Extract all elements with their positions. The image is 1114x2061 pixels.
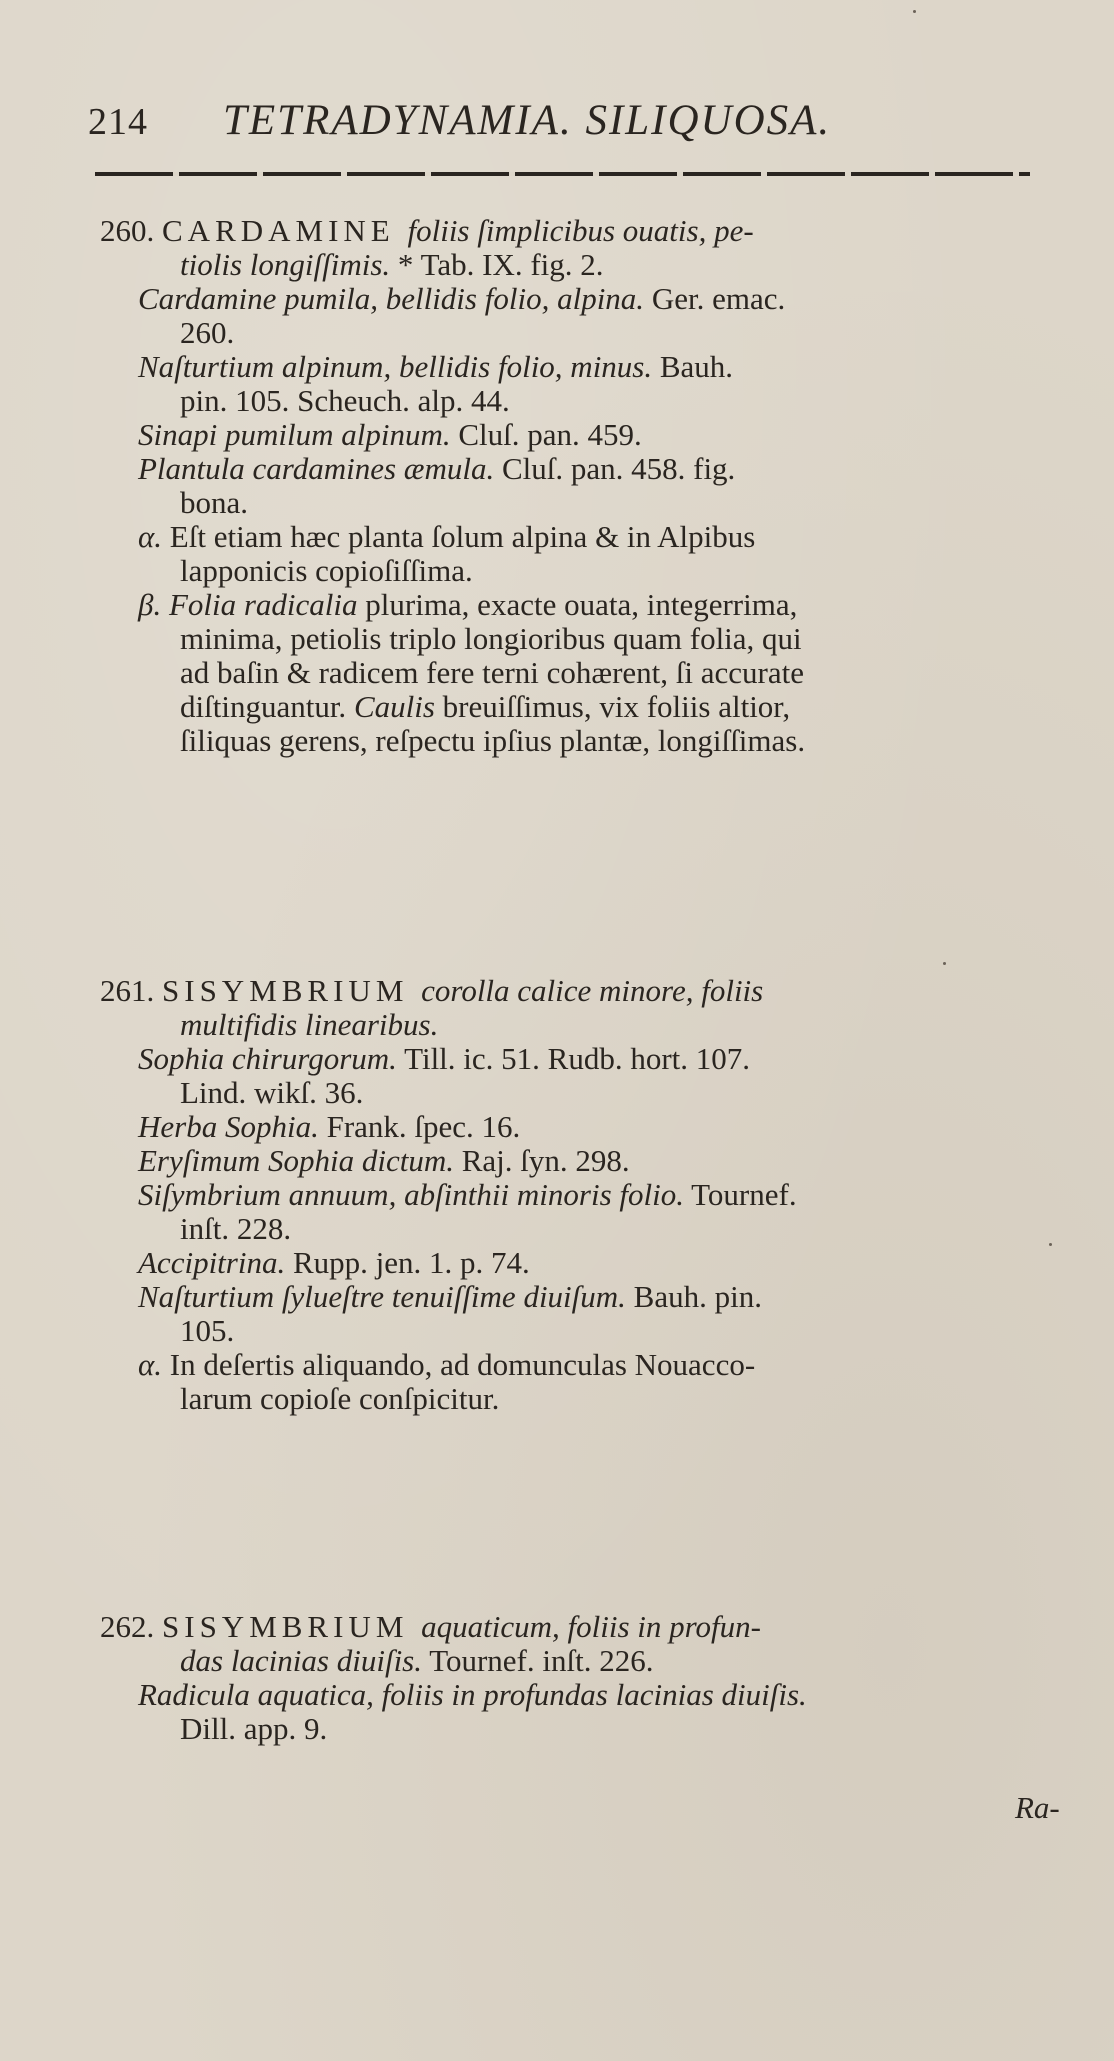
- text-line: [100, 1008, 1060, 1042]
- roman-text: 260.: [180, 315, 235, 350]
- text-line: [100, 1280, 1060, 1314]
- italic-text: Sinapi pumilum alpinum.: [138, 417, 451, 452]
- roman-text: Bauh.: [652, 349, 734, 384]
- roman-text: Ger. emac.: [644, 281, 786, 316]
- paper-speck: [943, 962, 946, 965]
- italic-text: Cardamine pumila, bellidis folio, alpina.: [138, 281, 645, 316]
- roman-text: Lind. wikſ. 36.: [180, 1075, 364, 1110]
- italic-text: Caulis: [353, 689, 435, 724]
- roman-text: minima, petiolis triplo longioribus quam folia, qui: [180, 621, 802, 656]
- roman-text: CARDAMINE: [162, 213, 408, 248]
- italic-text: corolla calice minore, foliis: [421, 973, 764, 1008]
- roman-text: inſt. 228.: [180, 1211, 292, 1246]
- text-line: [100, 418, 1060, 452]
- italic-text: Siſymbrium annuum, abſinthii minoris folio.: [138, 1177, 684, 1212]
- text-line: [100, 316, 1060, 350]
- roman-text: Dill. app. 9.: [180, 1711, 328, 1746]
- running-head: TETRADYNAMIA. SILIQUOSA.: [223, 97, 832, 144]
- text-line: [100, 1246, 1060, 1280]
- roman-text: 260.: [100, 213, 162, 248]
- roman-text: Tournef.: [683, 1177, 797, 1212]
- italic-text: Radicula aquatica, foliis in profundas lacinias diuiſis.: [138, 1677, 807, 1712]
- italic-text: das lacinias diuiſis.: [180, 1643, 422, 1678]
- paper-speck: [913, 10, 916, 13]
- text-line: [100, 214, 1060, 248]
- italic-text: Plantula cardamines æmula.: [138, 451, 495, 486]
- roman-text: Till. ic. 51. Rudb. hort. 107.: [396, 1041, 751, 1076]
- italic-text: Sophia chirurgorum.: [138, 1041, 397, 1076]
- text-line: [100, 690, 1060, 724]
- text-line: [100, 520, 1060, 554]
- text-line: [100, 1144, 1060, 1178]
- text-line: [100, 1076, 1060, 1110]
- roman-text: Cluſ. pan. 458. fig.: [494, 451, 736, 486]
- roman-text: ad baſin & radicem fere terni cohærent, ſi accurate: [180, 655, 804, 690]
- text-line: [100, 1678, 1060, 1712]
- text-line: [100, 248, 1060, 282]
- catchword: Ra-: [1015, 1790, 1060, 1825]
- text-line: [100, 974, 1060, 1008]
- italic-text: multifidis linearibus.: [180, 1007, 439, 1042]
- roman-text: In deſertis aliquando, ad domunculas Nouacco-: [162, 1347, 756, 1382]
- entry-260-cardamine: [100, 214, 1060, 758]
- text-line: [100, 588, 1060, 622]
- roman-text: SISYMBRIUM: [162, 973, 422, 1008]
- page-header: [88, 96, 1008, 156]
- italic-text: Accipitrina.: [138, 1245, 286, 1280]
- text-line: [100, 1314, 1060, 1348]
- italic-text: α.: [138, 1347, 163, 1382]
- roman-text: plurima, exacte ouata, integerrima,: [357, 587, 798, 622]
- italic-text: β. Folia radicalia: [138, 587, 358, 622]
- roman-text: Cluſ. pan. 459.: [450, 417, 642, 452]
- italic-text: tiolis longiſſimis.: [180, 247, 391, 282]
- roman-text: breuiſſimus, vix foliis altior,: [434, 689, 791, 724]
- roman-text: pin. 105. Scheuch. alp. 44.: [180, 383, 510, 418]
- roman-text: 105.: [180, 1313, 235, 1348]
- text-line: [100, 1212, 1060, 1246]
- italic-text: α.: [138, 519, 163, 554]
- roman-text: Eſt etiam hæc planta ſolum alpina & in Alpibus: [162, 519, 756, 554]
- entry-261-sisymbrium: [100, 974, 1060, 1416]
- roman-text: ſiliquas gerens, reſpectu ipſius plantæ, longiſſimas.: [180, 723, 806, 758]
- italic-text: Eryſimum Sophia dictum.: [138, 1143, 454, 1178]
- text-line: [100, 1348, 1060, 1382]
- roman-text: diſtinguantur.: [180, 689, 354, 724]
- text-line: [100, 384, 1060, 418]
- text-line: [100, 282, 1060, 316]
- roman-text: Bauh. pin.: [625, 1279, 762, 1314]
- header-rule: [95, 172, 1030, 176]
- text-line: [100, 1610, 1060, 1644]
- page-number: 214: [88, 101, 148, 143]
- text-line: [100, 724, 1060, 758]
- roman-text: bona.: [180, 485, 249, 520]
- entry-262-sisymbrium-aquaticum: [100, 1610, 1060, 1746]
- text-line: [100, 350, 1060, 384]
- roman-text: SISYMBRIUM: [162, 1609, 422, 1644]
- roman-text: Rupp. jen. 1. p. 74.: [285, 1245, 530, 1280]
- italic-text: Naſturtium alpinum, bellidis folio, minus.: [138, 349, 653, 384]
- italic-text: Naſturtium ſylueſtre tenuiſſime diuiſum.: [138, 1279, 626, 1314]
- text-line: [100, 554, 1060, 588]
- text-line: [100, 1178, 1060, 1212]
- text-line: [100, 1042, 1060, 1076]
- text-line: [100, 622, 1060, 656]
- italic-text: Herba Sophia.: [138, 1109, 319, 1144]
- paper-speck: [1049, 1243, 1052, 1246]
- roman-text: Raj. ſyn. 298.: [454, 1143, 630, 1178]
- roman-text: Frank. ſpec. 16.: [318, 1109, 521, 1144]
- roman-text: * Tab. IX. fig. 2.: [390, 247, 604, 282]
- text-line: [100, 656, 1060, 690]
- roman-text: lapponicis copioſiſſima.: [180, 553, 473, 588]
- text-line: [100, 1644, 1060, 1678]
- text-line: [100, 1110, 1060, 1144]
- roman-text: 261.: [100, 973, 162, 1008]
- text-line: [100, 452, 1060, 486]
- roman-text: 262.: [100, 1609, 162, 1644]
- text-line: [100, 1382, 1060, 1416]
- text-line: [100, 1712, 1060, 1746]
- italic-text: aquaticum, foliis in profun-: [421, 1609, 761, 1644]
- italic-text: foliis ſimplicibus ouatis, pe-: [407, 213, 754, 248]
- text-line: [100, 486, 1060, 520]
- roman-text: Tournef. inſt. 226.: [422, 1643, 654, 1678]
- roman-text: larum copioſe conſpicitur.: [180, 1381, 500, 1416]
